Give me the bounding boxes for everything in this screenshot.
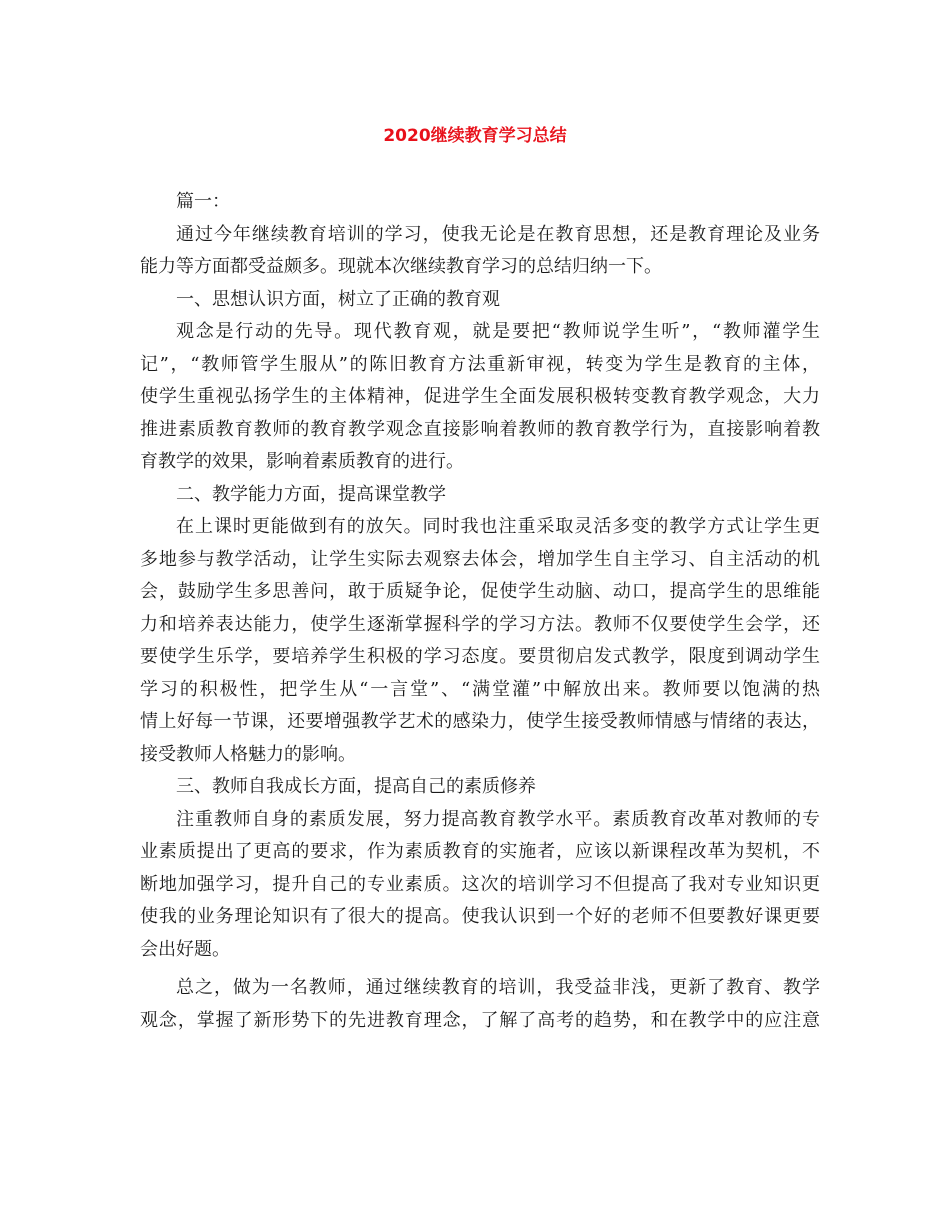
paragraph-line: 能力等方面都受益颇多。现就本次继续教育学习的总结归纳一下。 bbox=[140, 256, 662, 277]
paragraph-line: 断地加强学习，提升自己的专业素质。这次的培训学习不但提高了我对专业知识更 bbox=[140, 873, 820, 895]
section-heading: 二、教学能力方面，提高课堂教学 bbox=[176, 483, 446, 505]
section-label: 篇一： bbox=[176, 191, 230, 212]
paragraph-line: 通过今年继续教育培训的学习，使我无论是在教育思想，还是教育理论及业务 bbox=[176, 223, 820, 245]
paragraph-line: 接受教师人格魅力的影响。 bbox=[140, 743, 356, 765]
paragraph-line: 会，鼓励学生多思善问，敢于质疑争论，促使学生动脑、动口，提高学生的思维能 bbox=[140, 581, 820, 602]
paragraph-line: 在上课时更能做到有的放矢。同时我也注重采取灵活多变的教学方式让学生更 bbox=[176, 516, 820, 537]
section-heading: 三、教师自我成长方面，提高自己的素质修养 bbox=[176, 776, 536, 797]
paragraph-line: 会出好题。 bbox=[140, 938, 230, 960]
paragraph-line: 使我的业务理论知识有了很大的提高。使我认识到一个好的老师不但要教好课更要 bbox=[140, 906, 820, 927]
paragraph-line: 使学生重视弘扬学生的主体精神，促进学生全面发展积极转变教育教学观念，大力 bbox=[140, 386, 820, 407]
paragraph-line: 记”，“教师管学生服从”的陈旧教育方法重新审视，转变为学生是教育的主体， bbox=[140, 353, 820, 375]
document-title: 2020继续教育学习总结 bbox=[383, 126, 567, 146]
paragraph-line: 观念，掌握了新形势下的先进教育理念，了解了高考的趋势，和在教学中的应注意 bbox=[140, 1009, 820, 1031]
paragraph-line: 多地参与教学活动，让学生实际去观察去体会，增加学生自主学习、自主活动的机 bbox=[140, 548, 820, 570]
paragraph-line: 推进素质教育教师的教育教学观念直接影响着教师的教育教学行为，直接影响着教 bbox=[140, 418, 820, 440]
paragraph-line: 学习的积极性，把学生从“一言堂”、“满堂灌”中解放出来。教师要以饱满的热 bbox=[140, 678, 820, 700]
paragraph-line: 注重教师自身的素质发展，努力提高教育教学水平。素质教育改革对教师的专 bbox=[176, 808, 820, 830]
paragraph-line: 总之，做为一名教师，通过继续教育的培训，我受益非浅，更新了教育、教学 bbox=[176, 977, 820, 998]
section-heading: 一、思想认识方面，树立了正确的教育观 bbox=[176, 288, 500, 310]
paragraph-line: 情上好每一节课，还要增强教学艺术的感染力，使学生接受教师情感与情绪的表达， bbox=[140, 711, 820, 732]
document-body bbox=[140, 186, 820, 1037]
paragraph-line: 要使学生乐学，要培养学生积极的学习态度。要贯彻启发式教学，限度到调动学生 bbox=[140, 646, 820, 667]
paragraph-line: 观念是行动的先导。现代教育观，就是要把“教师说学生听”，“教师灌学生 bbox=[176, 321, 820, 342]
paragraph-line: 力和培养表达能力，使学生逐渐掌握科学的学习方法。教师不仅要使学生会学，还 bbox=[140, 613, 820, 635]
paragraph-line: 业素质提出了更高的要求，作为素质教育的实施者，应该以新课程改革为契机，不 bbox=[140, 841, 820, 862]
paragraph-line: 育教学的效果，影响着素质教育的进行。 bbox=[140, 451, 464, 472]
